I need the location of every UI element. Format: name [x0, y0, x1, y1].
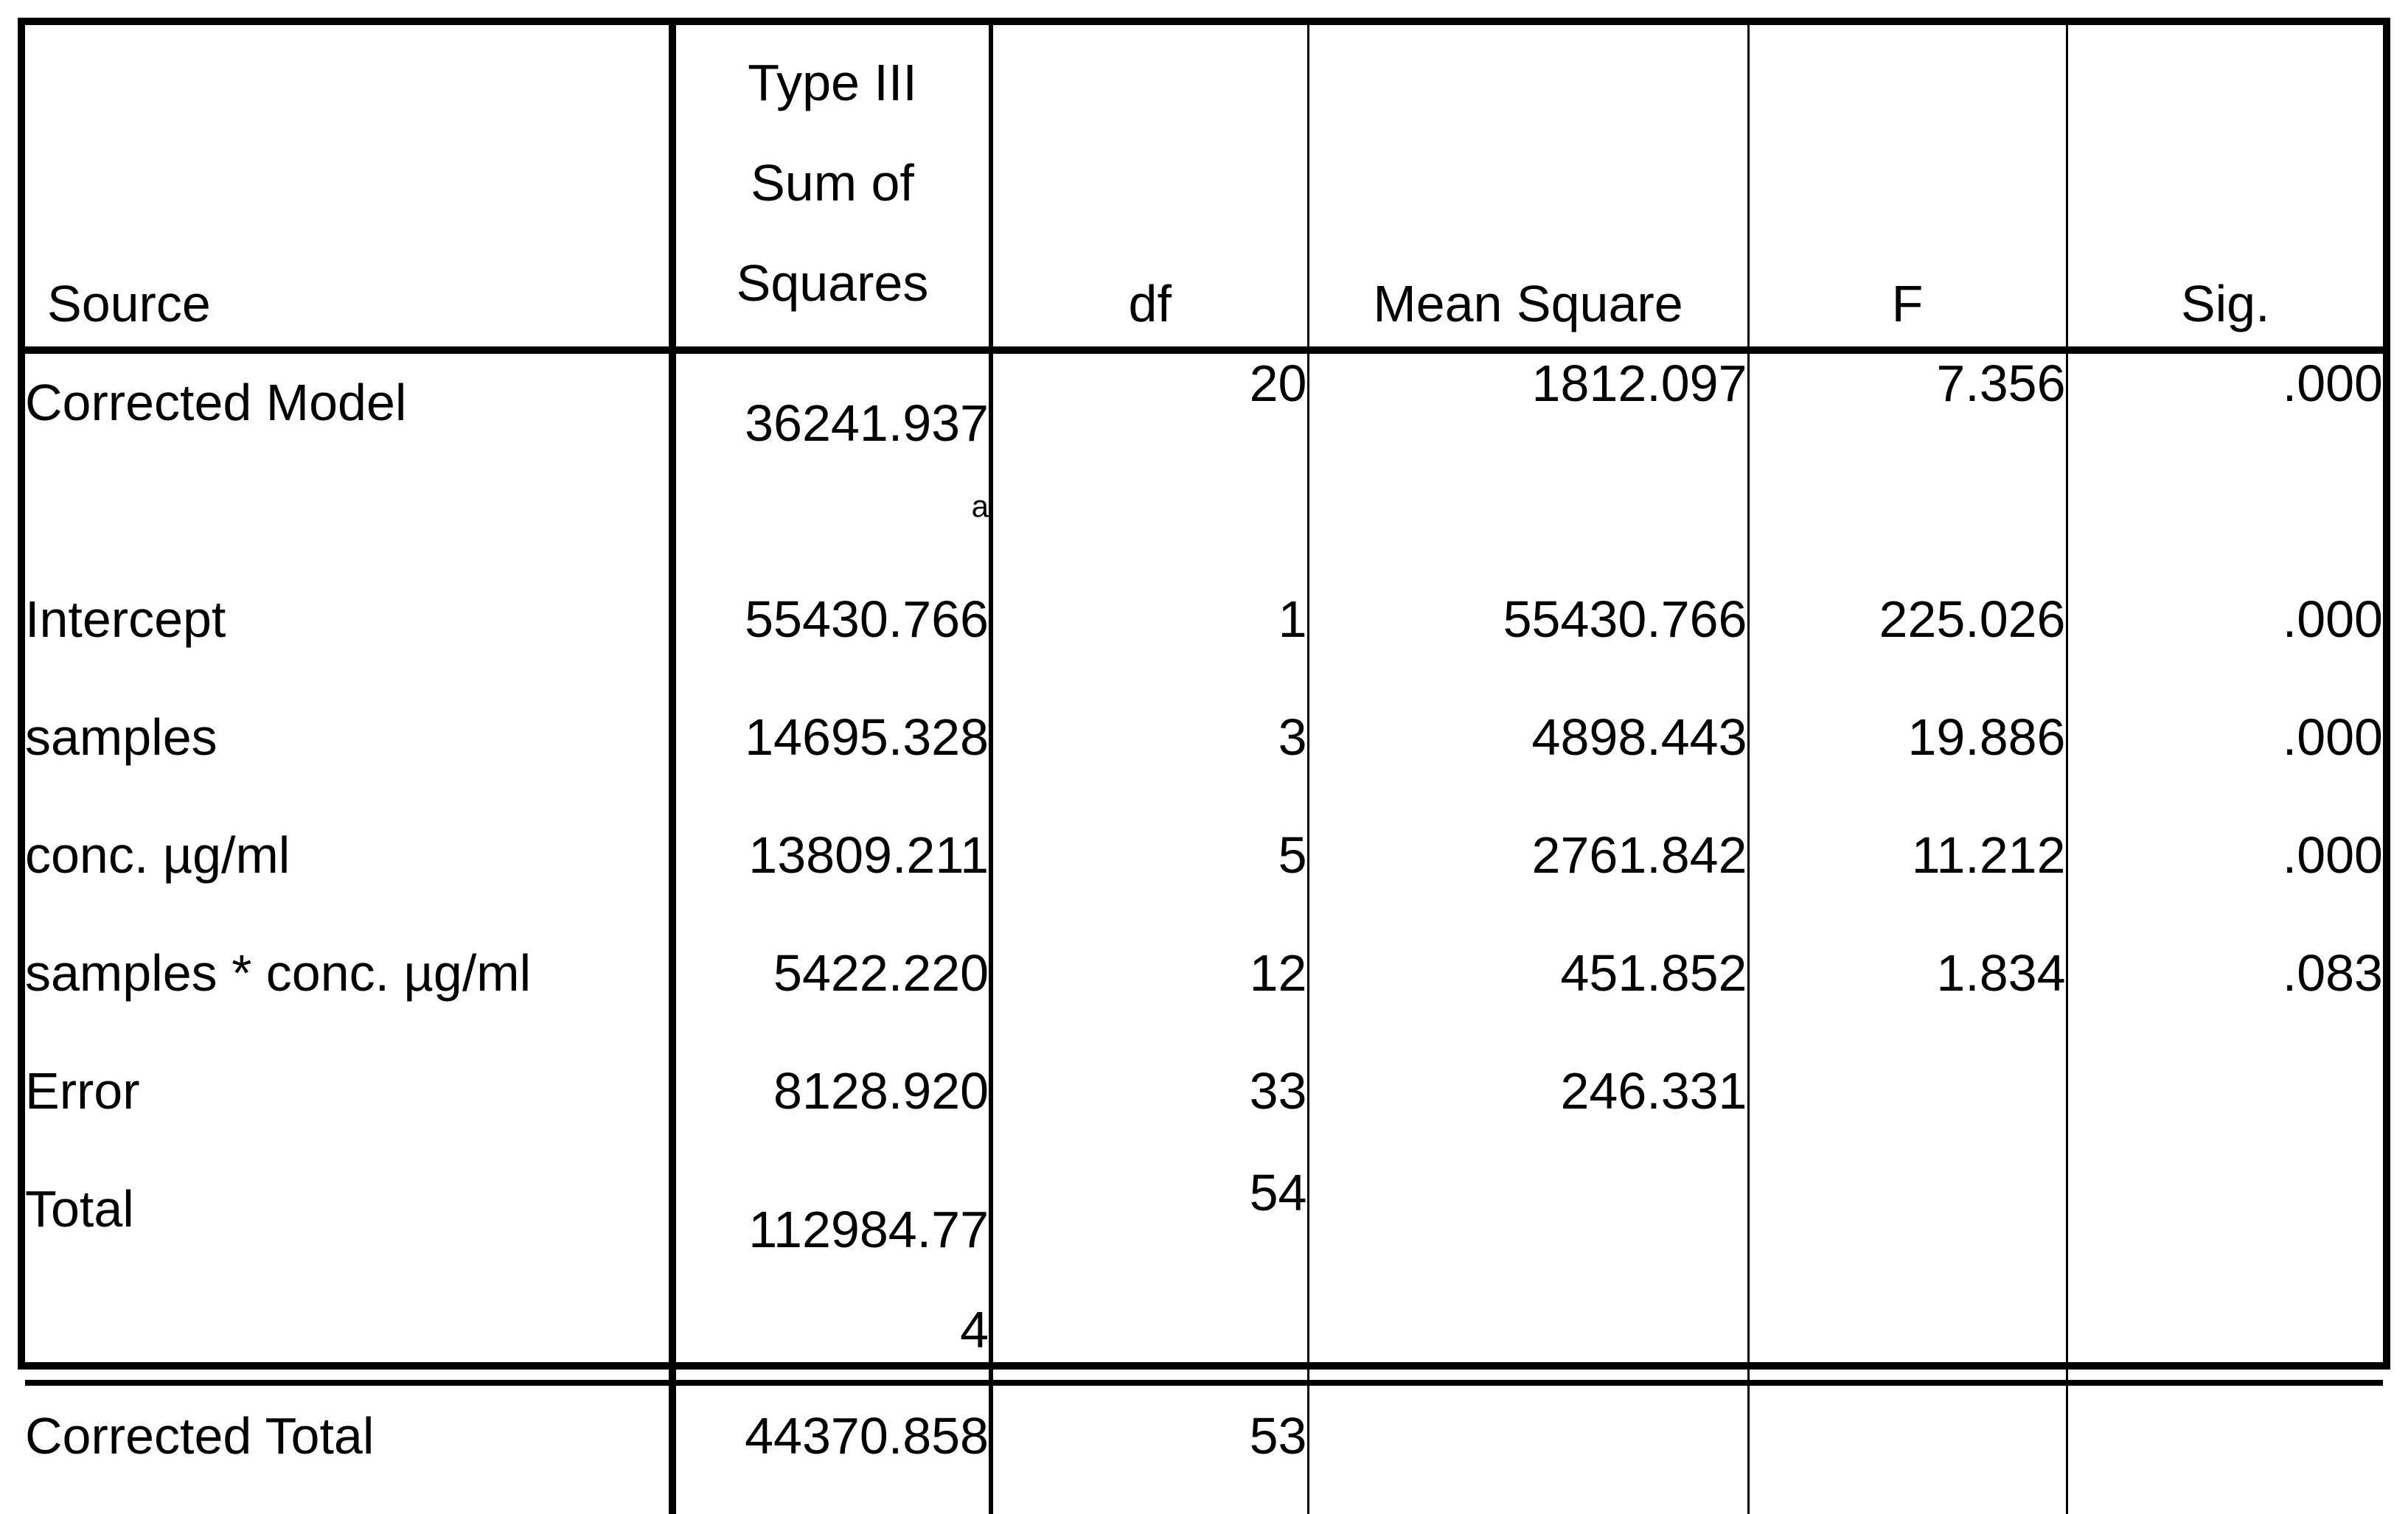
- df-cell: 33: [991, 1045, 1308, 1163]
- df-cell: 20: [991, 350, 1308, 573]
- f-cell: 7.356: [1748, 350, 2067, 573]
- source-cell: conc. µg/ml: [25, 809, 672, 927]
- f-cell: 225.026: [1748, 573, 2067, 691]
- sig-cell: .000: [2067, 573, 2383, 691]
- header-mean-square: Mean Square: [1308, 25, 1748, 350]
- f-cell: [1748, 1163, 2067, 1383]
- source-cell: Corrected Model: [25, 350, 672, 573]
- sum-of-squares-value-part-1: 112984.77: [748, 1201, 989, 1258]
- sum-of-squares-cell: 13809.211: [672, 809, 991, 927]
- df-cell: 53: [991, 1383, 1308, 1514]
- f-cell: 1.834: [1748, 927, 2067, 1045]
- footnote-marker: a: [971, 489, 989, 523]
- header-sum-of-squares: [672, 25, 991, 350]
- table-row: [25, 809, 2383, 927]
- sum-of-squares-value: 36241.937: [745, 394, 989, 452]
- header-df: df: [991, 25, 1308, 350]
- source-cell: Intercept: [25, 573, 672, 691]
- table-row: [25, 1163, 2383, 1383]
- header-source: Source: [25, 25, 672, 350]
- mean-square-cell: 4898.443: [1308, 691, 1748, 809]
- table-row: [25, 927, 2383, 1045]
- f-cell: [1748, 1383, 2067, 1514]
- header-row: [25, 25, 2383, 350]
- df-cell: 54: [991, 1163, 1308, 1383]
- mean-square-cell: 2761.842: [1308, 809, 1748, 927]
- f-cell: [1748, 1045, 2067, 1163]
- sum-of-squares-cell: 44370.858: [672, 1383, 991, 1514]
- sum-of-squares-cell: 55430.766: [672, 573, 991, 691]
- df-cell: 12: [991, 927, 1308, 1045]
- f-cell: 11.212: [1748, 809, 2067, 927]
- sig-cell: .083: [2067, 927, 2383, 1045]
- sig-cell: [2067, 1045, 2383, 1163]
- header-ss-line-2: Sum of: [751, 154, 914, 212]
- sig-cell: .000: [2067, 691, 2383, 809]
- source-cell: Total: [25, 1163, 672, 1383]
- sig-cell: .000: [2067, 350, 2383, 573]
- mean-square-cell: 451.852: [1308, 927, 1748, 1045]
- table-row: [25, 1383, 2383, 1514]
- sig-cell: .000: [2067, 809, 2383, 927]
- source-cell: Error: [25, 1045, 672, 1163]
- f-cell: 19.886: [1748, 691, 2067, 809]
- table-row: [25, 350, 2383, 573]
- sum-of-squares-value-part-2: 4: [960, 1301, 989, 1358]
- header-sig: Sig.: [2067, 25, 2383, 350]
- source-cell: samples * conc. µg/ml: [25, 927, 672, 1045]
- anova-table: [25, 25, 2383, 1514]
- sum-of-squares-cell: 8128.920: [672, 1045, 991, 1163]
- sum-of-squares-cell: [672, 350, 991, 573]
- df-cell: 3: [991, 691, 1308, 809]
- sum-of-squares-cell: 14695.328: [672, 691, 991, 809]
- sig-cell: [2067, 1163, 2383, 1383]
- mean-square-cell: [1308, 1383, 1748, 1514]
- sum-of-squares-cell: 5422.220: [672, 927, 991, 1045]
- df-cell: 5: [991, 809, 1308, 927]
- table-row: [25, 1045, 2383, 1163]
- header-ss-line-3: Squares: [736, 254, 929, 312]
- table-row: [25, 691, 2383, 809]
- mean-square-cell: 55430.766: [1308, 573, 1748, 691]
- source-cell: Corrected Total: [25, 1383, 672, 1514]
- mean-square-cell: 1812.097: [1308, 350, 1748, 573]
- mean-square-cell: [1308, 1163, 1748, 1383]
- anova-table-frame: [18, 18, 2390, 1465]
- sum-of-squares-cell: [672, 1163, 991, 1383]
- mean-square-cell: 246.331: [1308, 1045, 1748, 1163]
- sig-cell: [2067, 1383, 2383, 1514]
- table-row: [25, 573, 2383, 691]
- source-cell: samples: [25, 691, 672, 809]
- df-cell: 1: [991, 573, 1308, 691]
- header-ss-line-1: Type III: [748, 54, 917, 111]
- header-f: F: [1748, 25, 2067, 350]
